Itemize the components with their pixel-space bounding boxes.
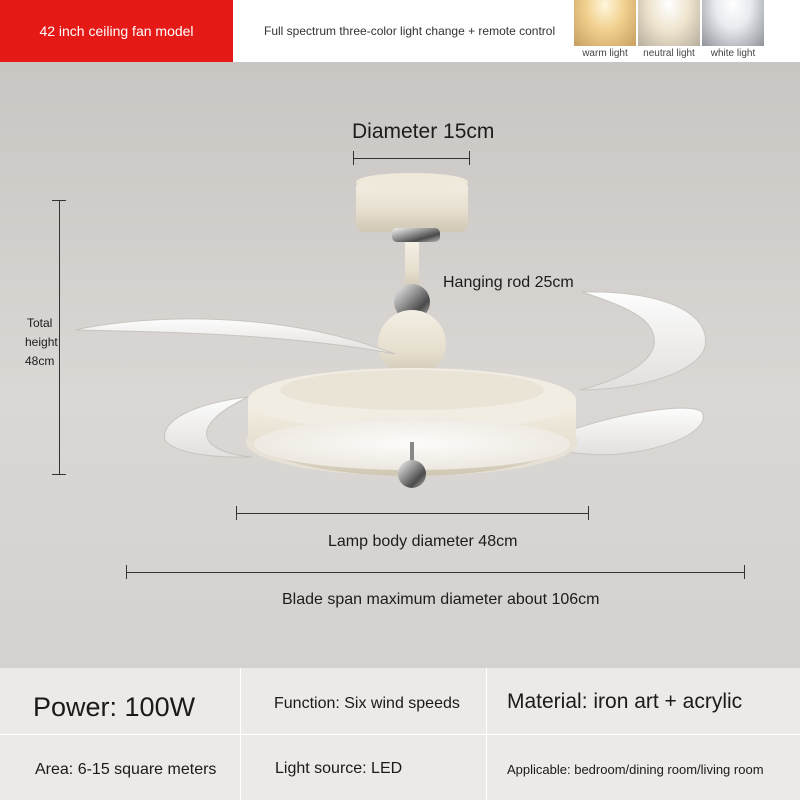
divider [486,668,487,800]
spec-applicable: Applicable: bedroom/dining room/living room [507,762,764,777]
divider [240,668,241,800]
ceiling-fan-illustration [0,62,800,668]
dim-tick [588,506,589,520]
product-stage [0,62,800,668]
motor-ball [378,310,446,378]
blade-span-label: Blade span maximum diameter about 106cm [282,591,600,608]
dim-tick [52,200,66,201]
total-height-label-1: Total [27,316,53,330]
model-label: 42 inch ceiling fan model [0,0,233,62]
swatch-label: white light [710,48,756,59]
swatch-neutral [638,0,700,62]
hanging-rod-label: Hanging rod 25cm [443,274,574,291]
divider [0,734,800,735]
blade-right-lower [560,408,703,455]
neutral-light-image [638,0,700,46]
spec-material: Material: iron art + acrylic [507,690,743,713]
dim-tick [744,565,745,579]
headline: Full spectrum three-color light change + remote control [264,24,556,38]
blade-left-lower [164,397,252,457]
top-banner [0,0,800,62]
base-diameter-label: Diameter 15cm [352,120,495,143]
specs-table [0,668,800,800]
spec-function: Function: Six wind speeds [274,695,460,712]
spec-area: Area: 6-15 square meters [35,761,217,778]
dim-tick [52,474,66,475]
swatch-white [702,0,764,62]
dim-tick [236,506,237,520]
spec-power: Power: 100W [33,692,196,722]
dim-tick [469,151,470,165]
swatch-label: neutral light [643,48,695,59]
warm-light-image [574,0,636,46]
blade-span-line [126,572,745,573]
blade-right-upper [580,292,706,390]
lamp-body-label: Lamp body diameter 48cm [328,533,518,550]
dim-tick [353,151,354,165]
blade-left-upper [75,319,395,354]
swatch-warm [574,0,636,62]
pendant-ball [398,460,426,488]
white-light-image [702,0,764,46]
swatch-label: warm light [582,48,628,59]
total-height-label-2: height [25,335,58,349]
base-diameter-line [353,158,470,159]
hanging-rod [405,242,419,290]
total-height-line [59,200,60,475]
total-height-label-3: 48cm [25,354,55,368]
dim-tick [126,565,127,579]
lamp-body-line [236,513,589,514]
spec-light-source: Light source: LED [275,760,403,777]
